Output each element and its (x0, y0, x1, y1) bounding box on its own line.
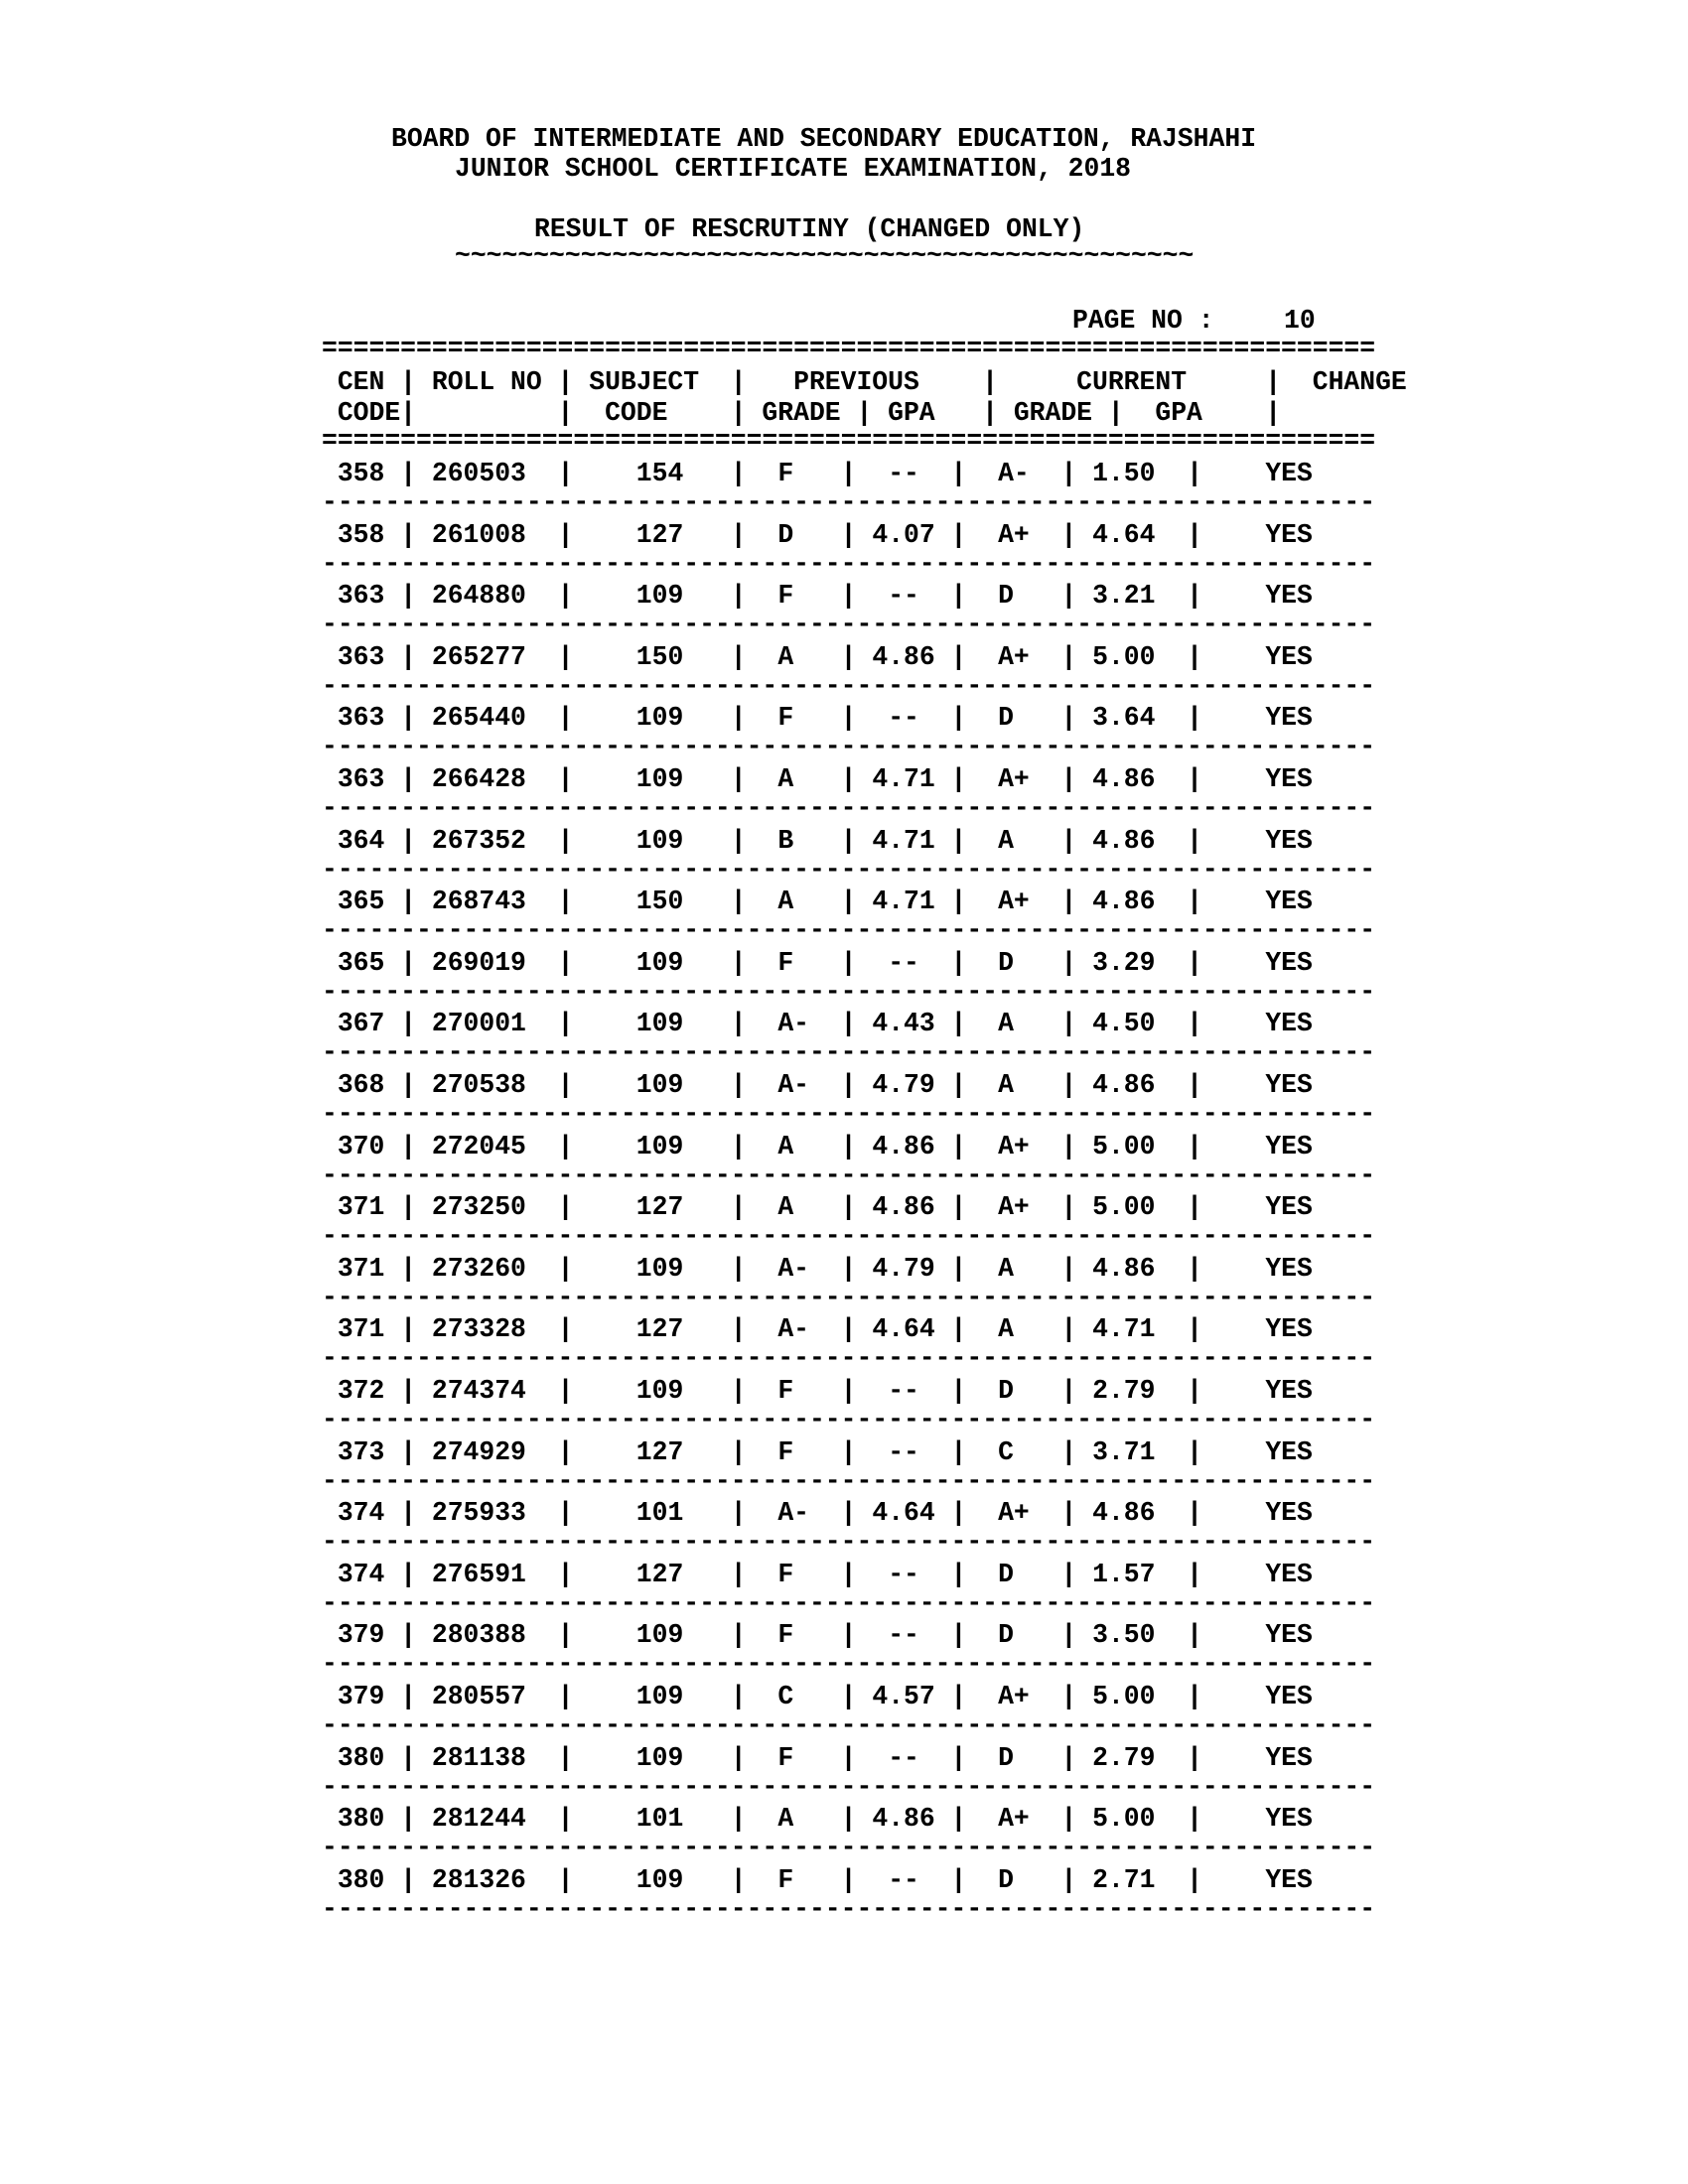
current-grade-cell: D (998, 581, 1030, 612)
row-divider: ------------------------------------------------------------------- (322, 1710, 1376, 1740)
roll-no-cell: 275933 (431, 1498, 526, 1529)
current-gpa-cell: 4.86 (1092, 887, 1156, 917)
cen-code-cell: 380 (337, 1742, 385, 1773)
previous-grade-cell: A (777, 1192, 809, 1223)
row-divider: ------------------------------------------------------------------- (322, 976, 1376, 1007)
current-grade-cell: A+ (998, 641, 1030, 672)
change-cell: YES (1265, 641, 1313, 672)
table-row: 368 | 270538 | 109 | A- | 4.79 | A | 4.86 | YES (337, 1070, 1313, 1100)
previous-gpa-cell: 4.64 (872, 1498, 935, 1529)
change-cell: YES (1265, 1070, 1313, 1100)
row-divider: ------------------------------------------------------------------- (322, 1343, 1376, 1374)
roll-no-cell: 267352 (431, 825, 526, 856)
previous-gpa-cell: -- (872, 947, 935, 978)
current-grade-cell: C (998, 1436, 1030, 1467)
current-gpa-cell: 1.57 (1092, 1559, 1156, 1589)
previous-grade-cell: B (777, 825, 809, 856)
row-divider: ------------------------------------------------------------------- (322, 1649, 1376, 1680)
current-grade-cell: D (998, 947, 1030, 978)
table-row: 370 | 272045 | 109 | A | 4.86 | A+ | 5.00 | YES (337, 1131, 1313, 1161)
current-gpa-cell: 3.71 (1092, 1436, 1156, 1467)
current-grade-cell: A+ (998, 764, 1030, 794)
current-grade-cell: A+ (998, 1192, 1030, 1223)
roll-no-cell: 269019 (431, 947, 526, 978)
change-cell: YES (1265, 581, 1313, 612)
row-divider: ------------------------------------------------------------------- (322, 1465, 1376, 1496)
previous-gpa-cell: -- (872, 1742, 935, 1773)
roll-no-cell: 265440 (431, 703, 526, 734)
roll-no-cell: 281138 (431, 1742, 526, 1773)
roll-no-cell: 266428 (431, 764, 526, 794)
table-row: 379 | 280388 | 109 | F | -- | D | 3.50 | YES (337, 1620, 1313, 1651)
row-divider: ------------------------------------------------------------------- (322, 670, 1376, 701)
previous-grade-cell: F (777, 1620, 809, 1651)
subject-code-cell: 101 (635, 1498, 715, 1529)
row-divider: ------------------------------------------------------------------- (322, 1221, 1376, 1252)
current-gpa-cell: 3.64 (1092, 703, 1156, 734)
roll-no-cell: 273250 (431, 1192, 526, 1223)
roll-no-cell: 273260 (431, 1253, 526, 1284)
current-grade-cell: A (998, 825, 1030, 856)
previous-gpa-cell: 4.79 (872, 1253, 935, 1284)
table-header-rule: =================================================================== (322, 426, 1376, 456)
current-gpa-cell: 2.79 (1092, 1376, 1156, 1406)
subject-code-cell: 154 (635, 459, 715, 488)
current-gpa-cell: 4.86 (1092, 1070, 1156, 1100)
row-divider: ------------------------------------------------------------------- (322, 1833, 1376, 1863)
subject-code-cell: 109 (635, 947, 715, 978)
table-row: 371 | 273328 | 127 | A- | 4.64 | A | 4.71 | YES (337, 1314, 1313, 1345)
roll-no-cell: 281326 (431, 1864, 526, 1895)
roll-no-cell: 272045 (431, 1131, 526, 1161)
current-gpa-cell: 1.50 (1092, 459, 1156, 488)
current-gpa-cell: 5.00 (1092, 1682, 1156, 1711)
row-divider: ------------------------------------------------------------------- (322, 1527, 1376, 1558)
previous-grade-cell: F (777, 703, 809, 734)
previous-grade-cell: F (777, 1742, 809, 1773)
current-gpa-cell: 4.71 (1092, 1314, 1156, 1345)
cen-code-cell: 380 (337, 1804, 385, 1835)
table-row: 358 | 260503 | 154 | F | -- | A- | 1.50 | YES (337, 459, 1313, 488)
current-grade-cell: A+ (998, 887, 1030, 917)
previous-gpa-cell: 4.07 (872, 519, 935, 550)
roll-no-cell: 264880 (431, 581, 526, 612)
cen-code-cell: 358 (337, 519, 385, 550)
previous-gpa-cell: 4.86 (872, 1192, 935, 1223)
change-cell: YES (1265, 1253, 1313, 1284)
current-grade-cell: A+ (998, 1682, 1030, 1711)
subject-code-cell: 109 (635, 1070, 715, 1100)
previous-gpa-cell: 4.79 (872, 1070, 935, 1100)
subject-code-cell: 109 (635, 1253, 715, 1284)
cen-code-cell: 379 (337, 1682, 385, 1711)
subject-code-cell: 109 (635, 1009, 715, 1039)
cen-code-cell: 363 (337, 764, 385, 794)
row-divider: ------------------------------------------------------------------- (322, 487, 1376, 517)
change-cell: YES (1265, 519, 1313, 550)
roll-no-cell: 261008 (431, 519, 526, 550)
subject-code-cell: 109 (635, 581, 715, 612)
table-row: 358 | 261008 | 127 | D | 4.07 | A+ | 4.64 | YES (337, 519, 1313, 550)
change-cell: YES (1265, 1376, 1313, 1406)
cen-code-cell: 363 (337, 641, 385, 672)
roll-no-cell: 260503 (431, 459, 526, 488)
current-gpa-cell: 3.29 (1092, 947, 1156, 978)
subject-code-cell: 109 (635, 1682, 715, 1711)
previous-grade-cell: F (777, 1436, 809, 1467)
row-divider: ------------------------------------------------------------------- (322, 915, 1376, 946)
current-grade-cell: A- (998, 459, 1030, 488)
table-row: 364 | 267352 | 109 | B | 4.71 | A | 4.86 | YES (337, 825, 1313, 856)
previous-grade-cell: F (777, 947, 809, 978)
subject-code-cell: 127 (635, 1436, 715, 1467)
previous-grade-cell: F (777, 459, 809, 488)
change-cell: YES (1265, 1682, 1313, 1711)
subject-code-cell: 101 (635, 1804, 715, 1835)
current-grade-cell: A+ (998, 1498, 1030, 1529)
cen-code-cell: 365 (337, 947, 385, 978)
current-grade-cell: A+ (998, 519, 1030, 550)
previous-grade-cell: A- (777, 1498, 809, 1529)
cen-code-cell: 370 (337, 1131, 385, 1161)
change-cell: YES (1265, 1804, 1313, 1835)
previous-gpa-cell: -- (872, 1864, 935, 1895)
current-gpa-cell: 4.50 (1092, 1009, 1156, 1039)
previous-grade-cell: A- (777, 1070, 809, 1100)
current-gpa-cell: 4.86 (1092, 764, 1156, 794)
current-gpa-cell: 5.00 (1092, 1131, 1156, 1161)
current-gpa-cell: 4.86 (1092, 825, 1156, 856)
subject-code-cell: 109 (635, 1620, 715, 1651)
change-cell: YES (1265, 1009, 1313, 1039)
table-header-line-2: CODE| | CODE | GRADE | GPA | GRADE | GPA | (322, 398, 1282, 428)
previous-grade-cell: D (777, 519, 809, 550)
row-divider: ------------------------------------------------------------------- (322, 793, 1376, 823)
roll-no-cell: 280388 (431, 1620, 526, 1651)
table-row: 363 | 265277 | 150 | A | 4.86 | A+ | 5.00 | YES (337, 641, 1313, 672)
current-gpa-cell: 5.00 (1092, 1192, 1156, 1223)
change-cell: YES (1265, 1559, 1313, 1589)
change-cell: YES (1265, 1192, 1313, 1223)
row-divider: ------------------------------------------------------------------- (322, 1037, 1376, 1068)
previous-grade-cell: F (777, 581, 809, 612)
roll-no-cell: 274374 (431, 1376, 526, 1406)
table-row: 371 | 273250 | 127 | A | 4.86 | A+ | 5.00 | YES (337, 1192, 1313, 1223)
table-row: 365 | 269019 | 109 | F | -- | D | 3.29 | YES (337, 947, 1313, 978)
previous-gpa-cell: -- (872, 581, 935, 612)
cen-code-cell: 363 (337, 581, 385, 612)
previous-grade-cell: A- (777, 1009, 809, 1039)
current-gpa-cell: 3.21 (1092, 581, 1156, 612)
subject-code-cell: 150 (635, 641, 715, 672)
previous-grade-cell: C (777, 1682, 809, 1711)
previous-grade-cell: A- (777, 1253, 809, 1284)
previous-grade-cell: A (777, 641, 809, 672)
table-header-line-1: CEN | ROLL NO | SUBJECT | PREVIOUS | CURRENT | CHANGE (322, 367, 1407, 397)
row-divider: ------------------------------------------------------------------- (322, 732, 1376, 762)
previous-gpa-cell: 4.57 (872, 1682, 935, 1711)
table-row: 363 | 265440 | 109 | F | -- | D | 3.64 | YES (337, 703, 1313, 734)
row-divider: ------------------------------------------------------------------- (322, 1160, 1376, 1190)
subject-code-cell: 150 (635, 887, 715, 917)
subject-code-cell: 127 (635, 1192, 715, 1223)
board-title: BOARD OF INTERMEDIATE AND SECONDARY EDUCATION, RAJSHAHI (391, 124, 1257, 154)
change-cell: YES (1265, 459, 1313, 488)
table-row: 371 | 273260 | 109 | A- | 4.79 | A | 4.86 | YES (337, 1253, 1313, 1284)
previous-gpa-cell: -- (872, 1559, 935, 1589)
previous-gpa-cell: 4.86 (872, 641, 935, 672)
roll-no-cell: 265277 (431, 641, 526, 672)
current-gpa-cell: 4.86 (1092, 1253, 1156, 1284)
table-row: 380 | 281138 | 109 | F | -- | D | 2.79 | YES (337, 1742, 1313, 1773)
previous-gpa-cell: 4.64 (872, 1314, 935, 1345)
cen-code-cell: 380 (337, 1864, 385, 1895)
table-row: 363 | 266428 | 109 | A | 4.71 | A+ | 4.86 | YES (337, 764, 1313, 794)
row-divider: ------------------------------------------------------------------- (322, 1405, 1376, 1434)
table-row: 374 | 276591 | 127 | F | -- | D | 1.57 | YES (337, 1559, 1313, 1589)
current-grade-cell: A (998, 1070, 1030, 1100)
current-gpa-cell: 4.86 (1092, 1498, 1156, 1529)
previous-gpa-cell: -- (872, 1436, 935, 1467)
subject-code-cell: 109 (635, 703, 715, 734)
current-grade-cell: A (998, 1253, 1030, 1284)
current-grade-cell: D (998, 1620, 1030, 1651)
previous-grade-cell: F (777, 1864, 809, 1895)
subject-code-cell: 127 (635, 519, 715, 550)
cen-code-cell: 371 (337, 1314, 385, 1345)
cen-code-cell: 371 (337, 1192, 385, 1223)
cen-code-cell: 358 (337, 459, 385, 488)
table-row: 365 | 268743 | 150 | A | 4.71 | A+ | 4.86 | YES (337, 887, 1313, 917)
subject-code-cell: 109 (635, 1742, 715, 1773)
cen-code-cell: 371 (337, 1253, 385, 1284)
cen-code-cell: 363 (337, 703, 385, 734)
previous-gpa-cell: -- (872, 459, 935, 488)
exam-title: JUNIOR SCHOOL CERTIFICATE EXAMINATION, 2018 (455, 154, 1131, 184)
roll-no-cell: 270001 (431, 1009, 526, 1039)
row-divider: ------------------------------------------------------------------- (322, 1282, 1376, 1312)
change-cell: YES (1265, 703, 1313, 734)
cen-code-cell: 379 (337, 1620, 385, 1651)
current-gpa-cell: 3.50 (1092, 1620, 1156, 1651)
change-cell: YES (1265, 887, 1313, 917)
current-gpa-cell: 4.64 (1092, 519, 1156, 550)
previous-grade-cell: A (777, 1131, 809, 1161)
current-gpa-cell: 5.00 (1092, 641, 1156, 672)
previous-gpa-cell: -- (872, 703, 935, 734)
table-row: 379 | 280557 | 109 | C | 4.57 | A+ | 5.00 | YES (337, 1682, 1313, 1711)
row-divider: ------------------------------------------------------------------- (322, 854, 1376, 885)
table-row: 363 | 264880 | 109 | F | -- | D | 3.21 | YES (337, 581, 1313, 612)
roll-no-cell: 273328 (431, 1314, 526, 1345)
roll-no-cell: 274929 (431, 1436, 526, 1467)
table-row: 373 | 274929 | 127 | F | -- | C | 3.71 | YES (337, 1436, 1313, 1467)
change-cell: YES (1265, 1864, 1313, 1895)
change-cell: YES (1265, 947, 1313, 978)
previous-gpa-cell: -- (872, 1620, 935, 1651)
roll-no-cell: 268743 (431, 887, 526, 917)
previous-gpa-cell: -- (872, 1376, 935, 1406)
previous-grade-cell: A- (777, 1314, 809, 1345)
table-row: 380 | 281326 | 109 | F | -- | D | 2.71 | YES (337, 1864, 1313, 1895)
cen-code-cell: 372 (337, 1376, 385, 1406)
previous-gpa-cell: 4.86 (872, 1804, 935, 1835)
change-cell: YES (1265, 1131, 1313, 1161)
subject-code-cell: 109 (635, 825, 715, 856)
table-row: 374 | 275933 | 101 | A- | 4.64 | A+ | 4.86 | YES (337, 1498, 1313, 1529)
cen-code-cell: 373 (337, 1436, 385, 1467)
cen-code-cell: 374 (337, 1498, 385, 1529)
previous-grade-cell: A (777, 887, 809, 917)
current-grade-cell: D (998, 703, 1030, 734)
subject-code-cell: 127 (635, 1559, 715, 1589)
roll-no-cell: 281244 (431, 1804, 526, 1835)
table-row: 367 | 270001 | 109 | A- | 4.43 | A | 4.50 | YES (337, 1009, 1313, 1039)
title-underline: ~~~~~~~~~~~~~~~~~~~~~~~~~~~~~~~~~~~~~~~~~~~~~~~ (455, 241, 1195, 271)
previous-grade-cell: F (777, 1376, 809, 1406)
cen-code-cell: 367 (337, 1009, 385, 1039)
change-cell: YES (1265, 1314, 1313, 1345)
current-grade-cell: D (998, 1559, 1030, 1589)
change-cell: YES (1265, 825, 1313, 856)
previous-gpa-cell: 4.86 (872, 1131, 935, 1161)
row-divider: ------------------------------------------------------------------- (322, 1099, 1376, 1129)
subject-code-cell: 109 (635, 764, 715, 794)
current-grade-cell: D (998, 1376, 1030, 1406)
row-divider: ------------------------------------------------------------------- (322, 1587, 1376, 1618)
current-gpa-cell: 2.71 (1092, 1864, 1156, 1895)
roll-no-cell: 280557 (431, 1682, 526, 1711)
change-cell: YES (1265, 1498, 1313, 1529)
previous-gpa-cell: 4.71 (872, 764, 935, 794)
table-row: 380 | 281244 | 101 | A | 4.86 | A+ | 5.00 | YES (337, 1804, 1313, 1835)
current-grade-cell: A+ (998, 1131, 1030, 1161)
page-number: 10 (1284, 306, 1316, 336)
table-top-rule: =================================================================== (322, 334, 1376, 363)
table-row: 372 | 274374 | 109 | F | -- | D | 2.79 | YES (337, 1376, 1313, 1406)
cen-code-cell: 374 (337, 1559, 385, 1589)
current-grade-cell: D (998, 1864, 1030, 1895)
previous-gpa-cell: 4.71 (872, 887, 935, 917)
roll-no-cell: 276591 (431, 1559, 526, 1589)
previous-grade-cell: A (777, 1804, 809, 1835)
row-divider: ------------------------------------------------------------------- (322, 548, 1376, 579)
change-cell: YES (1265, 1620, 1313, 1651)
cen-code-cell: 364 (337, 825, 385, 856)
current-grade-cell: A (998, 1009, 1030, 1039)
previous-grade-cell: F (777, 1559, 809, 1589)
current-grade-cell: D (998, 1742, 1030, 1773)
change-cell: YES (1265, 1436, 1313, 1467)
roll-no-cell: 270538 (431, 1070, 526, 1100)
subject-code-cell: 127 (635, 1314, 715, 1345)
page-number-label: PAGE NO : (1072, 306, 1214, 336)
current-grade-cell: A+ (998, 1804, 1030, 1835)
current-gpa-cell: 2.79 (1092, 1742, 1156, 1773)
subject-code-cell: 109 (635, 1864, 715, 1895)
previous-gpa-cell: 4.71 (872, 825, 935, 856)
row-divider: ------------------------------------------------------------------- (322, 610, 1376, 640)
subject-code-cell: 109 (635, 1131, 715, 1161)
change-cell: YES (1265, 764, 1313, 794)
change-cell: YES (1265, 1742, 1313, 1773)
current-gpa-cell: 5.00 (1092, 1804, 1156, 1835)
current-grade-cell: A (998, 1314, 1030, 1345)
result-title: RESULT OF RESCRUTINY (CHANGED ONLY) (534, 214, 1085, 244)
cen-code-cell: 365 (337, 887, 385, 917)
previous-grade-cell: A (777, 764, 809, 794)
previous-gpa-cell: 4.43 (872, 1009, 935, 1039)
cen-code-cell: 368 (337, 1070, 385, 1100)
row-divider: ------------------------------------------------------------------- (322, 1771, 1376, 1802)
subject-code-cell: 109 (635, 1376, 715, 1406)
row-divider: ------------------------------------------------------------------- (322, 1893, 1376, 1924)
